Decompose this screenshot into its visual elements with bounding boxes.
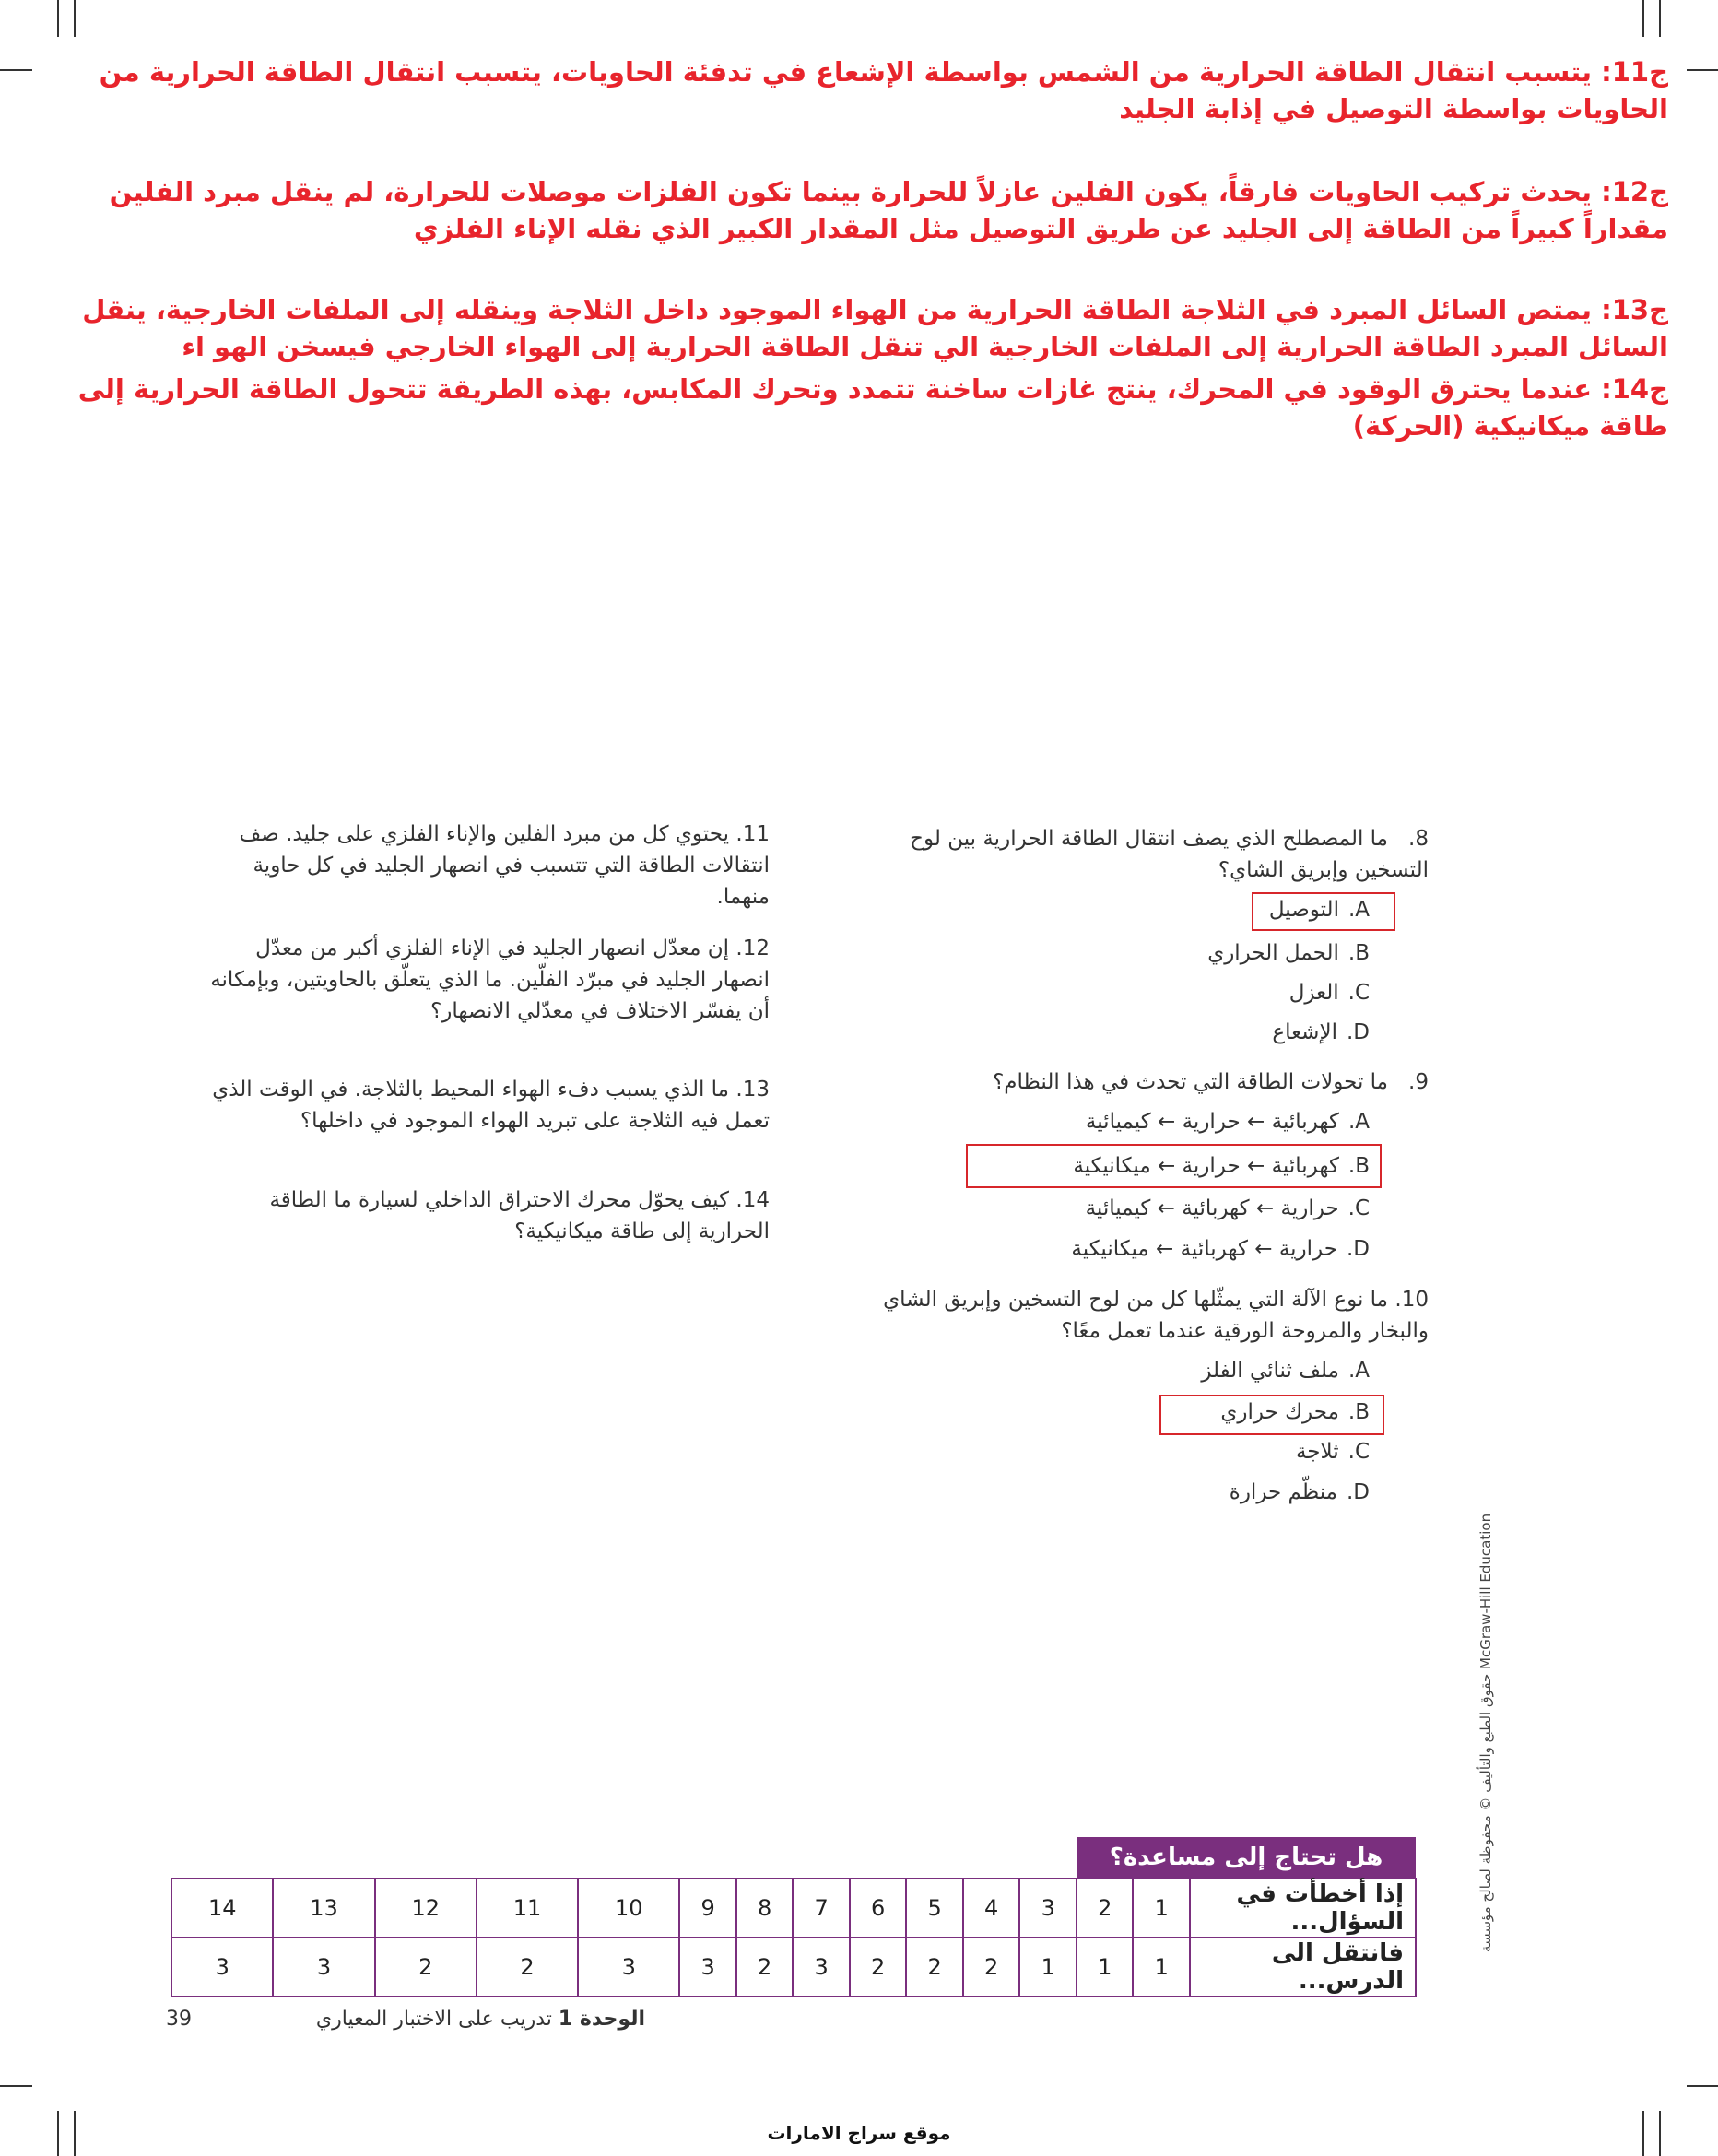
crop-mark — [1642, 0, 1644, 37]
help-cell: 2 — [906, 1938, 963, 1997]
help-tab: هل تحتاج إلى مساعدة؟ — [1077, 1837, 1416, 1878]
help-cell: 4 — [963, 1879, 1020, 1938]
footer-title: تدريب على الاختبار المعياري — [315, 2008, 552, 2031]
option-9d[interactable]: D.حرارية ← كهربائية ← ميكانيكية — [1071, 1237, 1370, 1261]
option-8a[interactable]: A.التوصيل — [1268, 898, 1370, 922]
answer-12: ج12: يحدث تركيب الحاويات فارقاً، يكون الفلين عازلاً للحرارة بينما تكون الفلزات موصلات للحرارة، لم ينقل مبرد الفلين مقداراً كبيراً من الطاقة إلى الجليد عن طريق التوصيل مثل المقدار الكبير الذي نقله الإناء الفلزي — [109, 176, 1668, 244]
option-9c[interactable]: C.حرارية ← كهربائية ← كيميائية — [1085, 1196, 1370, 1220]
help-cell: 2 — [963, 1938, 1020, 1997]
option-9b[interactable]: B.كهربائية ← حرارية ← ميكانيكية — [1073, 1154, 1370, 1178]
help-cell: 14 — [171, 1879, 273, 1938]
help-cell: 2 — [375, 1938, 477, 1997]
help-row-label: إذا أخطأت في السؤال... — [1190, 1879, 1416, 1938]
selected-answer-highlight — [1252, 892, 1395, 931]
question-13: 13.ما الذي يسبب دفء الهواء المحيط بالثلاجة. في الوقت الذي تعمل فيه الثلاجة على تبريد الهواء الموجود في داخلها؟ — [212, 1078, 770, 1133]
crop-mark — [1687, 69, 1718, 71]
footer-unit: الوحدة 1 — [558, 2008, 645, 2031]
help-cell: 12 — [375, 1879, 477, 1938]
option-10d[interactable]: D.منظّم حرارة — [1229, 1480, 1370, 1504]
help-cell: 5 — [906, 1879, 963, 1938]
option-10b[interactable]: B.محرك حراري — [1220, 1400, 1370, 1424]
help-cell: 7 — [793, 1879, 850, 1938]
selected-answer-highlight — [1159, 1395, 1384, 1435]
question-9: 9.ما تحولات الطاقة التي تحدث في هذا النظام؟ — [993, 1070, 1429, 1094]
crop-mark — [1687, 2085, 1718, 2087]
option-10a[interactable]: A.ملف ثنائي الفلز — [1201, 1359, 1370, 1383]
help-cell: 3 — [171, 1938, 273, 1997]
help-cell: 13 — [273, 1879, 374, 1938]
help-cell: 1 — [1133, 1879, 1190, 1938]
help-cell: 2 — [477, 1938, 578, 1997]
help-cell: 3 — [1019, 1879, 1077, 1938]
option-8b[interactable]: B.الحمل الحراري — [1207, 941, 1370, 965]
help-cell: 3 — [793, 1938, 850, 1997]
help-row-lesson — [171, 1938, 1416, 1997]
help-cell: 9 — [679, 1879, 736, 1938]
help-cell: 3 — [578, 1938, 679, 1997]
page-footer — [166, 2008, 645, 2031]
copyright-sidebar: حقوق الطبع والتأليف © محفوظة لصالح مؤسسة McGraw-Hill Education — [1477, 1513, 1494, 1953]
help-cell: 1 — [1077, 1938, 1134, 1997]
help-cell: 3 — [679, 1938, 736, 1997]
question-12: 12.إن معدّل انصهار الجليد في الإناء الفلزي أكبر من معدّل انصهار الجليد في مبرّد الفلّين. ما الذي يتعلّق بالحاويتين، وبإمكانه أن يفسّر الاختلاف في معدّلي الانصهار؟ — [210, 937, 770, 1023]
crop-mark — [74, 0, 76, 37]
site-footer: موقع سراج الامارات — [767, 2122, 951, 2144]
question-11: 11.يحتوي كل من مبرد الفلين والإناء الفلزي على جليد. صف انتقالات الطاقة التي تتسبب في انصهار الجليد في كل حاوية منهما. — [239, 822, 770, 909]
help-cell: 11 — [477, 1879, 578, 1938]
help-cell: 6 — [850, 1879, 907, 1938]
help-row-question — [171, 1879, 1416, 1938]
option-9a[interactable]: A.كهربائية ← حرارية ← كيميائية — [1085, 1110, 1370, 1134]
help-cell: 8 — [736, 1879, 794, 1938]
crop-mark — [1659, 0, 1661, 37]
help-row-label: فانتقل الى الدرس... — [1190, 1938, 1416, 1997]
crop-mark — [57, 0, 59, 37]
option-8c[interactable]: C.العزل — [1288, 981, 1370, 1005]
question-10: 10.ما نوع الآلة التي يمثّلها كل من لوح التسخين وإبريق الشاي والبخار والمروحة الورقية عندما تعمل معًا؟ — [883, 1288, 1429, 1343]
help-cell: 1 — [1133, 1938, 1190, 1997]
help-cell: 1 — [1019, 1938, 1077, 1997]
help-cell: 3 — [273, 1938, 374, 1997]
question-8: 8.ما المصطلح الذي يصف انتقال الطاقة الحرارية بين لوح التسخين وإبريق الشاي؟ — [910, 827, 1429, 882]
help-cell: 2 — [1077, 1879, 1134, 1938]
crop-mark — [0, 2085, 32, 2087]
option-8d[interactable]: D.الإشعاع — [1272, 1020, 1370, 1044]
answer-14: ج14: عندما يحترق الوقود في المحرك، ينتج غازات ساخنة تتمدد وتحرك المكابس، بهذه الطريقة تتحول الطاقة الحرارية إلى طاقة ميكانيكية (الحركة) — [77, 373, 1668, 442]
help-cell: 2 — [736, 1938, 794, 1997]
question-14: 14.كيف يحوّل محرك الاحتراق الداخلي لسيارة ما الطاقة الحرارية إلى طاقة ميكانيكية؟ — [269, 1188, 770, 1243]
help-cell: 2 — [850, 1938, 907, 1997]
crop-mark — [0, 69, 32, 71]
answer-13: ج13: يمتص السائل المبرد في الثلاجة الطاقة الحرارية من الهواء الموجود داخل الثلاجة وينقله إلى الملفات الخارجية، ينقل السائل المبرد الطاقة الحرارية إلى الملفات الخارجية الي تنقل الطاقة الحرارية إلى الهواء الخارجي فيسخن الهو اء — [82, 294, 1668, 362]
answer-key — [51, 53, 1668, 444]
help-cell: 10 — [578, 1879, 679, 1938]
option-10c[interactable]: C.ثلاجة — [1295, 1440, 1370, 1464]
selected-answer-highlight — [966, 1144, 1382, 1188]
help-table — [171, 1878, 1417, 1997]
page-number: 39 — [166, 2008, 192, 2031]
answer-11: ج11: يتسبب انتقال الطاقة الحرارية من الشمس بواسطة الإشعاع في تدفئة الحاويات، يتسبب انتقال الطاقة الحرارية من الحاويات بواسطة التوصيل في إذابة الجليد — [99, 56, 1668, 124]
